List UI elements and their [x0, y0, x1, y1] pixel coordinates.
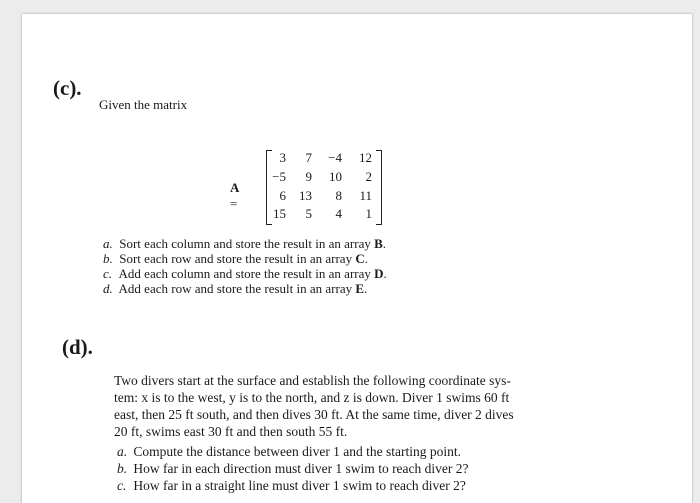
matrix-cell: 6 — [279, 188, 286, 203]
task-letter: d. — [103, 281, 113, 296]
task-d-a — [117, 444, 461, 460]
task-array: C — [355, 251, 365, 266]
matrix-cell: 11 — [359, 188, 372, 203]
matrix-right-bracket — [376, 150, 382, 225]
equals-sign: = — [230, 196, 238, 211]
matrix-cell: 8 — [335, 188, 342, 203]
task-text: Sort each row and store the result in an array — [119, 251, 353, 266]
matrix-cell: 4 — [335, 206, 342, 221]
task-text: Add each column and store the result in an array — [118, 266, 371, 281]
paragraph-line-2: tem: x is to the west, y is to the north, and z is down. Diver 1 swims 60 ft — [114, 390, 510, 405]
task-array: D — [374, 266, 384, 281]
task-letter: a. — [103, 236, 113, 251]
task-letter: a. — [117, 444, 128, 459]
task-array: E — [355, 281, 365, 296]
paragraph-line-1: Two divers start at the surface and establish the following coordinate sys- — [114, 373, 511, 388]
matrix-cell: 3 — [279, 150, 286, 165]
task-c-a — [103, 236, 386, 252]
task-c-c — [103, 266, 387, 282]
matrix-cell: −4 — [328, 150, 342, 165]
task-text: How far in each direction must diver 1 swim to reach diver 2? — [133, 461, 469, 476]
matrix-cell: 2 — [365, 169, 372, 184]
section-c-heading: (c). — [53, 76, 82, 100]
matrix-cell: 7 — [305, 150, 312, 165]
paragraph-line-4: 20 ft, swims east 30 ft and then south 55 ft. — [114, 424, 348, 439]
task-end: . — [382, 236, 387, 251]
matrix-cell: 5 — [305, 206, 312, 221]
matrix-cell: 12 — [359, 150, 372, 165]
task-letter: c. — [117, 478, 127, 493]
task-letter: b. — [103, 251, 113, 266]
document-page — [22, 14, 692, 503]
task-d-c — [117, 478, 466, 494]
matrix-name: A — [230, 180, 240, 195]
matrix-label — [230, 180, 239, 212]
section-c-intro: Given the matrix — [99, 97, 188, 112]
task-letter: b. — [117, 461, 128, 476]
task-c-b — [103, 251, 368, 267]
matrix-cell: 15 — [273, 206, 286, 221]
matrix-cell: 9 — [305, 169, 312, 184]
task-end: . — [383, 266, 387, 281]
task-letter: c. — [103, 266, 113, 281]
task-c-d — [103, 281, 367, 297]
matrix-cell: 10 — [329, 169, 342, 184]
task-end: . — [364, 251, 368, 266]
task-end: . — [364, 281, 368, 296]
section-d-heading: (d). — [62, 335, 93, 359]
task-text: How far in a straight line must diver 1 swim to reach diver 2? — [133, 478, 466, 493]
task-text: Compute the distance between diver 1 and the starting point. — [133, 444, 462, 459]
task-d-b — [117, 461, 469, 477]
matrix-cell: 1 — [365, 206, 372, 221]
matrix-cell: −5 — [272, 169, 286, 184]
task-text: Sort each column and store the result in an array — [119, 236, 371, 251]
matrix-cell: 13 — [299, 188, 312, 203]
paragraph-line-3: east, then 25 ft south, and then dives 30 ft. At the same time, diver 2 dives — [114, 407, 514, 422]
task-text: Add each row and store the result in an array — [118, 281, 353, 296]
task-array: B — [374, 236, 383, 251]
